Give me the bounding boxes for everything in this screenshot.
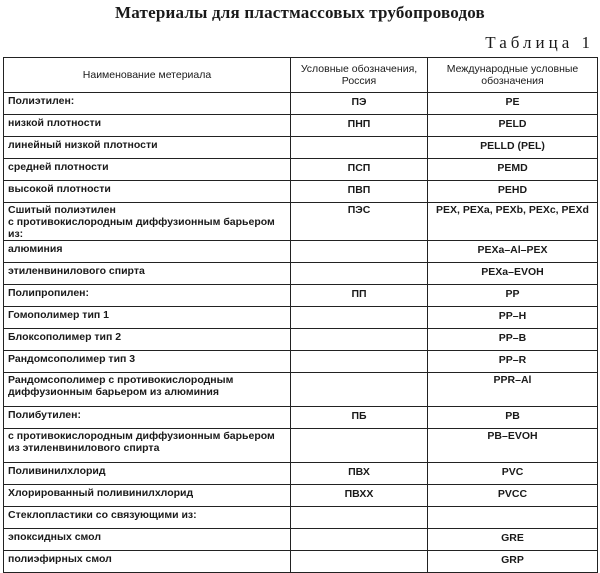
- table-row: [4, 115, 598, 137]
- material-name-cell: средней плотности: [4, 159, 291, 181]
- header-name: Наименование метериала: [4, 58, 291, 93]
- intl-code-cell: PP: [428, 285, 598, 307]
- russia-code-cell: ПП: [291, 285, 428, 307]
- table-label: Таблица 1: [485, 33, 594, 52]
- table-row: [4, 263, 598, 285]
- russia-code-cell: ПСП: [291, 159, 428, 181]
- material-name-cell: Хлорированный поливинилхлорид: [4, 485, 291, 507]
- material-name-cell: Полибутилен:: [4, 407, 291, 429]
- table-row: [4, 551, 598, 573]
- intl-code-cell: PPR–Al: [428, 373, 598, 407]
- table-row: [4, 241, 598, 263]
- intl-code-cell: PEXa–EVOH: [428, 263, 598, 285]
- intl-code-cell: PELD: [428, 115, 598, 137]
- intl-code-cell: PP–H: [428, 307, 598, 329]
- intl-code-cell: PE: [428, 93, 598, 115]
- header-russia: Условные обозначения, Россия: [291, 58, 428, 93]
- russia-code-cell: [291, 373, 428, 407]
- table-row: [4, 203, 598, 241]
- intl-code-cell: PP–B: [428, 329, 598, 351]
- material-name-cell: Рандомсополимер с противокислородным диффузионным барьером из алюминия: [4, 373, 291, 407]
- russia-code-cell: [291, 529, 428, 551]
- intl-code-cell: GRE: [428, 529, 598, 551]
- table-row: [4, 507, 598, 529]
- russia-code-cell: ПНП: [291, 115, 428, 137]
- table-row: [4, 373, 598, 407]
- table-body: [4, 93, 598, 573]
- russia-code-cell: ПВП: [291, 181, 428, 203]
- material-name-cell: Блоксополимер тип 2: [4, 329, 291, 351]
- table-row: [4, 429, 598, 463]
- intl-code-cell: PP–R: [428, 351, 598, 373]
- material-name-cell: Полиэтилен:: [4, 93, 291, 115]
- table-row: [4, 351, 598, 373]
- table-row: [4, 181, 598, 203]
- table-row: [4, 329, 598, 351]
- materials-table: [3, 57, 598, 573]
- russia-code-cell: [291, 307, 428, 329]
- russia-code-cell: [291, 507, 428, 529]
- table-row: [4, 485, 598, 507]
- russia-code-cell: ПЭС: [291, 203, 428, 241]
- header-row: [4, 58, 598, 93]
- page-title: Материалы для пластмассовых трубопроводов: [115, 3, 485, 22]
- intl-code-cell: PB: [428, 407, 598, 429]
- intl-code-cell: PEMD: [428, 159, 598, 181]
- russia-code-cell: [291, 137, 428, 159]
- russia-code-cell: [291, 429, 428, 463]
- material-name-cell: Стеклопластики со связующими из:: [4, 507, 291, 529]
- russia-code-cell: [291, 263, 428, 285]
- table-row: [4, 407, 598, 429]
- material-name-cell: Поливинилхлорид: [4, 463, 291, 485]
- intl-code-cell: PELLD (PEL): [428, 137, 598, 159]
- table-row: [4, 137, 598, 159]
- material-name-cell: эпоксидных смол: [4, 529, 291, 551]
- table-row: [4, 307, 598, 329]
- material-name-cell: линейный низкой плотности: [4, 137, 291, 159]
- material-name-cell: алюминия: [4, 241, 291, 263]
- material-name-cell: Рандомсополимер тип 3: [4, 351, 291, 373]
- intl-code-cell: PEXa–Al–PEX: [428, 241, 598, 263]
- intl-code-cell: [428, 507, 598, 529]
- material-name-cell: низкой плотности: [4, 115, 291, 137]
- intl-code-cell: PB–EVOH: [428, 429, 598, 463]
- intl-code-cell: PVC: [428, 463, 598, 485]
- table-row: [4, 529, 598, 551]
- russia-code-cell: [291, 329, 428, 351]
- intl-code-cell: GRP: [428, 551, 598, 573]
- material-name-cell: полиэфирных смол: [4, 551, 291, 573]
- russia-code-cell: [291, 351, 428, 373]
- table-row: [4, 159, 598, 181]
- material-name-cell: Полипропилен:: [4, 285, 291, 307]
- russia-code-cell: [291, 551, 428, 573]
- russia-code-cell: [291, 241, 428, 263]
- header-intl: Международные условные обозначения: [428, 58, 598, 93]
- material-name-cell: Сшитый полиэтилен с противокислородным диффузионным барьером из:: [4, 203, 291, 241]
- intl-code-cell: PEX, PEXa, PEXb, PEXc, PEXd: [428, 203, 598, 241]
- table-row: [4, 93, 598, 115]
- russia-code-cell: ПВХХ: [291, 485, 428, 507]
- table-row: [4, 463, 598, 485]
- russia-code-cell: ПЭ: [291, 93, 428, 115]
- intl-code-cell: PEHD: [428, 181, 598, 203]
- table-row: [4, 285, 598, 307]
- intl-code-cell: PVCC: [428, 485, 598, 507]
- material-name-cell: высокой плотности: [4, 181, 291, 203]
- russia-code-cell: ПВХ: [291, 463, 428, 485]
- material-name-cell: этиленвинилового спирта: [4, 263, 291, 285]
- material-name-cell: Гомополимер тип 1: [4, 307, 291, 329]
- russia-code-cell: ПБ: [291, 407, 428, 429]
- material-name-cell: с противокислородным диффузионным барьером из этиленвинилового спирта: [4, 429, 291, 463]
